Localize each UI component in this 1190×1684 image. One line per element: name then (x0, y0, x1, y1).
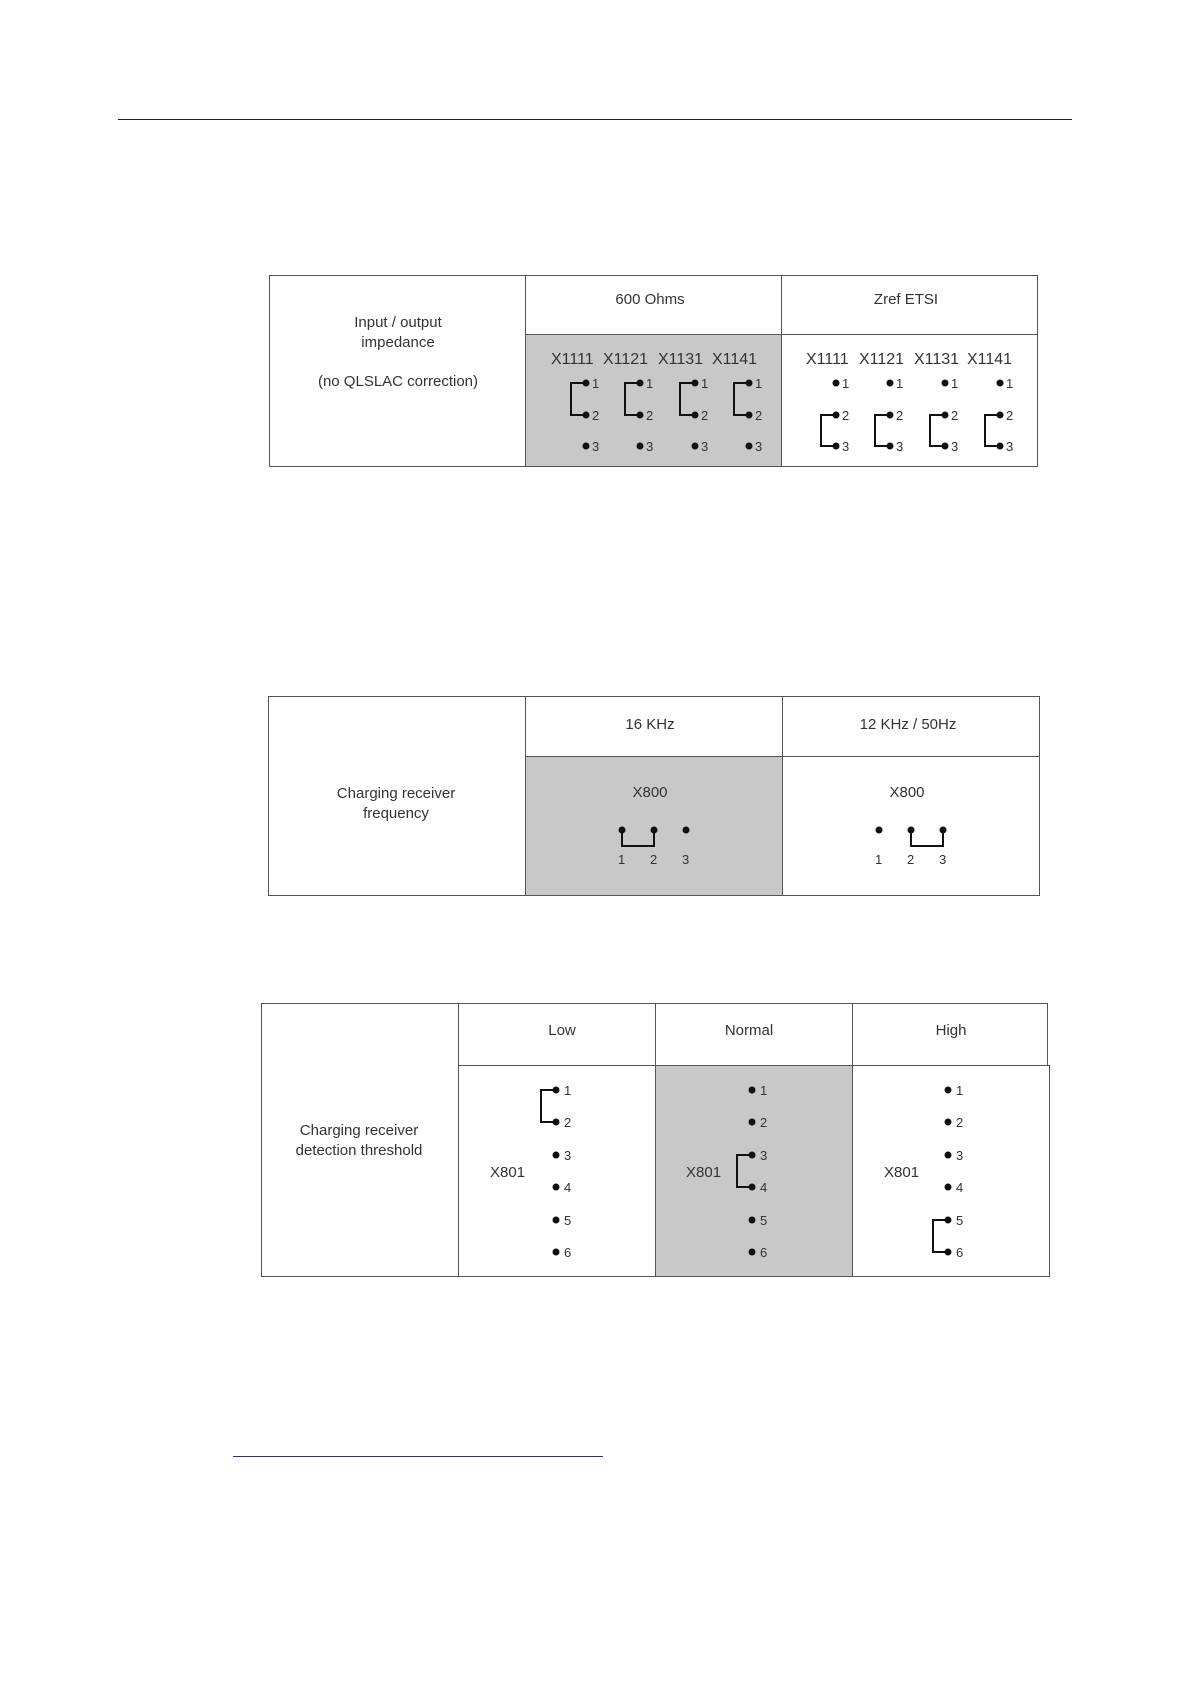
header-12khz-50hz: 12 KHz / 50Hz (859, 716, 957, 733)
header-low: Low (548, 1022, 576, 1039)
jumper-pin-dot (749, 1249, 756, 1256)
pin-number: 2 (896, 408, 904, 423)
jumper-pin-dot (553, 1152, 560, 1159)
pin-number: 1 (760, 1083, 768, 1098)
pin-number: 2 (951, 408, 959, 423)
connector-label: X1131 (914, 351, 960, 368)
pin-number: 3 (564, 1148, 572, 1163)
connector-label: X1111 (806, 351, 849, 368)
jumper-bridge (933, 1220, 948, 1252)
pin-number: 1 (755, 376, 763, 391)
jumper-pin-dot (553, 1249, 560, 1256)
connector-label: X1121 (859, 351, 905, 368)
pin-number: 3 (956, 1148, 964, 1163)
pin-number: 1 (956, 1083, 964, 1098)
pin-number: 3 (1006, 439, 1014, 454)
pin-number: 1 (646, 376, 654, 391)
pin-number: 2 (564, 1115, 572, 1130)
pin-number: 5 (956, 1213, 964, 1228)
connector-label-x800: X800 (889, 784, 925, 801)
pin-number: 4 (760, 1180, 768, 1195)
connector-label: X1121 (603, 351, 649, 368)
pin-number: 3 (646, 439, 654, 454)
jumper-pin-dot (945, 1152, 952, 1159)
connector-label: X1141 (967, 351, 1013, 368)
pin-number: 6 (956, 1245, 964, 1260)
connector-label-x801: X801 (490, 1164, 526, 1181)
connector-label-x801: X801 (884, 1164, 920, 1181)
jumper-pin-dot (945, 1184, 952, 1191)
pin-number: 2 (646, 408, 654, 423)
frequency-label-line1: Charging receiver (336, 785, 456, 802)
header-600-ohms: 600 Ohms (615, 291, 685, 308)
pin-number: 2 (592, 408, 600, 423)
pin-number: 1 (951, 376, 959, 391)
pin-number: 5 (760, 1213, 768, 1228)
pin-number: 1 (896, 376, 904, 391)
pin-number: 2 (755, 408, 763, 423)
pin-number: 1 (875, 852, 883, 867)
pin-number: 2 (760, 1115, 768, 1130)
pin-number: 4 (956, 1180, 964, 1195)
pin-number: 2 (1006, 408, 1014, 423)
pin-number: 2 (907, 852, 915, 867)
jumper-bridge (737, 1155, 752, 1187)
pin-number: 3 (842, 439, 850, 454)
pin-number: 3 (755, 439, 763, 454)
footnote-separator (233, 1456, 603, 1457)
header-high: High (935, 1022, 967, 1039)
header-zref-etsi: Zref ETSI (873, 291, 939, 308)
jumper-bridge (541, 1090, 556, 1122)
pin-number: 3 (682, 852, 690, 867)
impedance-label-line1: Input / output (354, 314, 442, 331)
jumper-pin-dot (553, 1184, 560, 1191)
header-16khz: 16 KHz (625, 716, 675, 733)
pin-number: 4 (564, 1180, 572, 1195)
jumper-pin-dot (553, 1217, 560, 1224)
pin-number: 2 (650, 852, 658, 867)
pin-number: 1 (618, 852, 626, 867)
pin-number: 1 (701, 376, 709, 391)
pin-number: 3 (701, 439, 709, 454)
pin-number: 6 (760, 1245, 768, 1260)
frequency-label-line2: frequency (363, 805, 429, 822)
pin-number: 2 (956, 1115, 964, 1130)
threshold-label-line2: detection threshold (295, 1142, 423, 1159)
header-normal: Normal (724, 1022, 774, 1039)
pin-number: 6 (564, 1245, 572, 1260)
jumper-pin-dot (945, 1119, 952, 1126)
pin-number: 3 (896, 439, 904, 454)
pin-number: 1 (564, 1083, 572, 1098)
impedance-label-line3: (no QLSLAC correction) (317, 373, 479, 390)
jumper-pin-dot (749, 1119, 756, 1126)
jumper-pin-dot (945, 1087, 952, 1094)
pin-number: 1 (842, 376, 850, 391)
threshold-label-line1: Charging receiver (299, 1122, 419, 1139)
pin-number: 3 (592, 439, 600, 454)
pin-number: 5 (564, 1213, 572, 1228)
connector-label: X1111 (551, 351, 594, 368)
pin-number: 1 (1006, 376, 1014, 391)
connector-label-x800: X800 (632, 784, 668, 801)
pin-number: 3 (760, 1148, 768, 1163)
jumper-pin-dot (749, 1087, 756, 1094)
impedance-label-line2: impedance (361, 334, 435, 351)
jumper-pin-dot (749, 1217, 756, 1224)
pin-number: 1 (592, 376, 600, 391)
pin-number: 2 (701, 408, 709, 423)
pin-number: 2 (842, 408, 850, 423)
connector-label-x801: X801 (686, 1164, 722, 1181)
connector-label: X1131 (658, 351, 704, 368)
connector-label: X1141 (712, 351, 758, 368)
pin-number: 3 (951, 439, 959, 454)
pin-number: 3 (939, 852, 947, 867)
